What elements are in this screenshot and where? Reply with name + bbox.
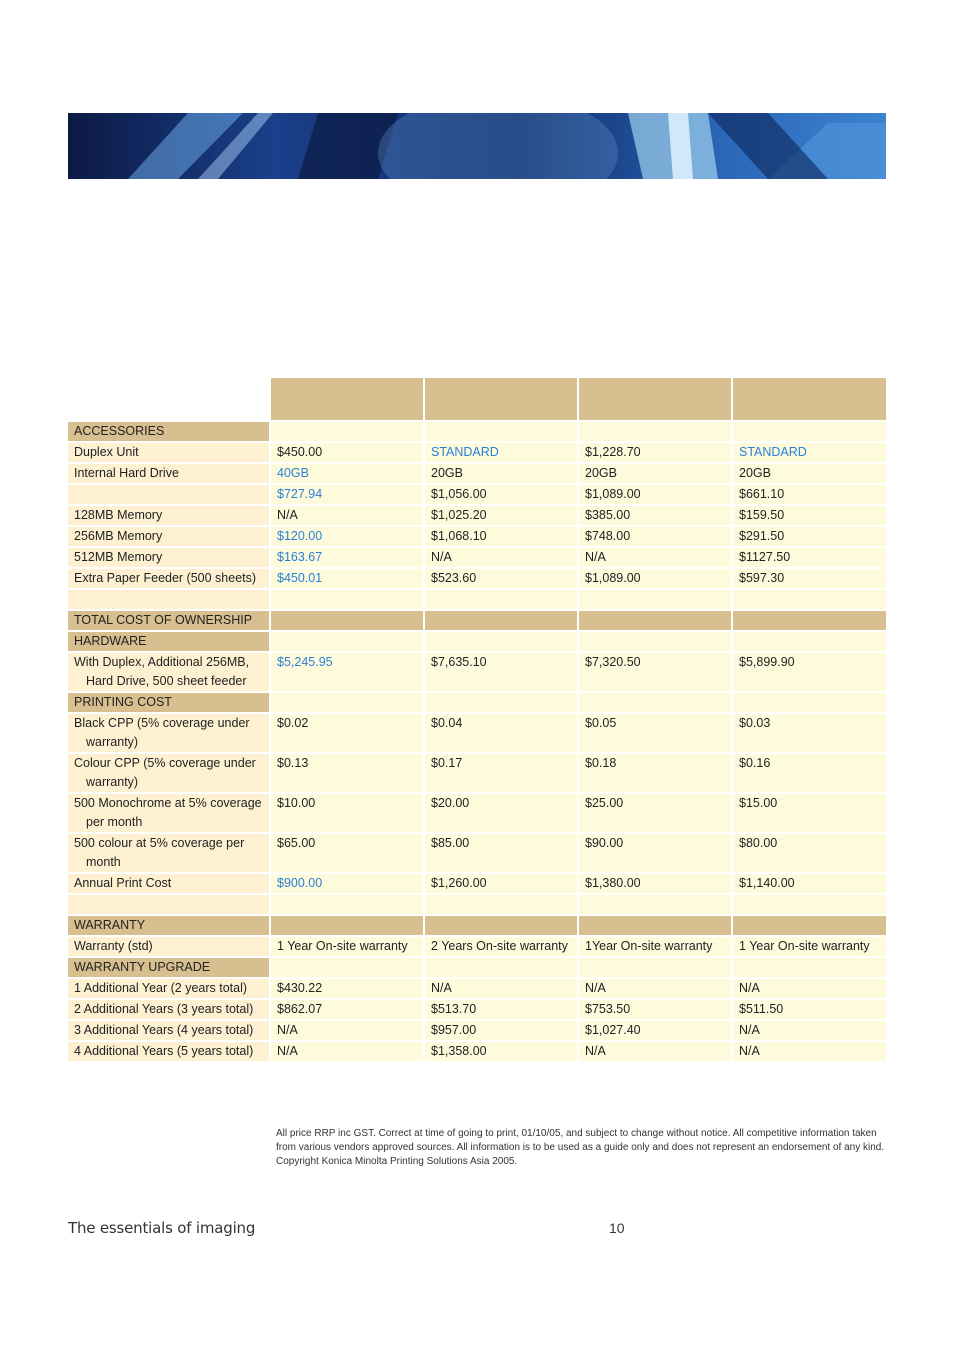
value-cell: $661.10 — [732, 484, 886, 505]
spacer-row — [68, 894, 886, 915]
value-cell: $1,358.00 — [424, 1041, 578, 1062]
table-row — [68, 753, 886, 793]
value-cell: $0.03 — [732, 713, 886, 753]
header-column-cell — [578, 378, 732, 421]
value-cell: $20.00 — [424, 793, 578, 833]
value-cell: $450.00 — [270, 442, 424, 463]
row-label-cell — [68, 978, 270, 999]
value-cell: N/A — [732, 1041, 886, 1062]
row-label-cell — [68, 793, 270, 833]
value-cell: $0.17 — [424, 753, 578, 793]
section-filler-cell — [424, 692, 578, 713]
section-filler-cell — [424, 957, 578, 978]
row-label: Duplex Unit — [74, 445, 139, 459]
row-label: Warranty (std) — [74, 939, 153, 953]
row-label: Extra Paper Feeder (500 sheets) — [74, 571, 257, 585]
value-cell: $163.67 — [270, 547, 424, 568]
row-label: Internal Hard Drive — [74, 466, 179, 480]
section-title: WARRANTY — [68, 915, 270, 936]
value-cell: $748.00 — [578, 526, 732, 547]
spacer-cell — [578, 589, 732, 610]
section-filler-cell — [732, 692, 886, 713]
value-cell: $65.00 — [270, 833, 424, 873]
value-cell: $0.18 — [578, 753, 732, 793]
price-comparison-table — [68, 378, 886, 1063]
table-row — [68, 833, 886, 873]
value-cell: $727.94 — [270, 484, 424, 505]
section-filler-cell — [578, 957, 732, 978]
value-cell: $291.50 — [732, 526, 886, 547]
value-cell: $450.01 — [270, 568, 424, 589]
section-filler-cell — [732, 610, 886, 631]
footer-tagline: The essentials of imaging — [68, 1219, 256, 1237]
value-cell: N/A — [270, 1041, 424, 1062]
value-cell: $80.00 — [732, 833, 886, 873]
row-label: 3 Additional Years (4 years total) — [74, 1023, 254, 1037]
section-header-row — [68, 915, 886, 936]
table-row — [68, 463, 886, 484]
value-cell: $511.50 — [732, 999, 886, 1020]
row-label: 500 colour at 5% coverage per month — [74, 836, 245, 869]
row-label-cell — [68, 505, 270, 526]
section-title: WARRANTY UPGRADE — [68, 957, 270, 978]
header-blank-cell — [68, 378, 270, 421]
section-filler-cell — [270, 610, 424, 631]
value-cell: N/A — [732, 978, 886, 999]
table-row — [68, 547, 886, 568]
spacer-row — [68, 589, 886, 610]
section-filler-cell — [270, 631, 424, 652]
header-banner-image — [68, 113, 886, 179]
table-row — [68, 568, 886, 589]
row-label-cell — [68, 568, 270, 589]
row-label: 128MB Memory — [74, 508, 163, 522]
value-cell: 40GB — [270, 463, 424, 484]
value-cell: $957.00 — [424, 1020, 578, 1041]
value-cell: $25.00 — [578, 793, 732, 833]
spacer-cell — [732, 894, 886, 915]
row-label-cell — [68, 753, 270, 793]
value-cell: $597.30 — [732, 568, 886, 589]
table-row — [68, 793, 886, 833]
spacer-cell — [68, 894, 270, 915]
table-row — [68, 999, 886, 1020]
value-cell: N/A — [424, 978, 578, 999]
value-cell: $1,056.00 — [424, 484, 578, 505]
row-label-cell — [68, 442, 270, 463]
page-number: 10 — [609, 1220, 625, 1236]
table-row — [68, 936, 886, 957]
value-cell: N/A — [578, 547, 732, 568]
value-cell: $5,899.90 — [732, 652, 886, 692]
value-cell: 20GB — [424, 463, 578, 484]
row-label: 2 Additional Years (3 years total) — [74, 1002, 254, 1016]
section-filler-cell — [270, 692, 424, 713]
spacer-cell — [270, 894, 424, 915]
section-filler-cell — [270, 915, 424, 936]
section-header-row — [68, 421, 886, 442]
header-column-cell — [732, 378, 886, 421]
section-header-row — [68, 610, 886, 631]
value-cell: $1127.50 — [732, 547, 886, 568]
value-cell: $10.00 — [270, 793, 424, 833]
section-header-row — [68, 692, 886, 713]
row-label-cell — [68, 936, 270, 957]
section-filler-cell — [424, 610, 578, 631]
section-filler-cell — [270, 957, 424, 978]
section-filler-cell — [578, 631, 732, 652]
header-column-cell — [270, 378, 424, 421]
table-row — [68, 505, 886, 526]
table-row — [68, 442, 886, 463]
table-row — [68, 873, 886, 894]
value-cell: 2 Years On-site warranty — [424, 936, 578, 957]
table-row — [68, 1020, 886, 1041]
value-cell: $15.00 — [732, 793, 886, 833]
value-cell: $7,320.50 — [578, 652, 732, 692]
table-row — [68, 484, 886, 505]
value-cell: $7,635.10 — [424, 652, 578, 692]
row-label-cell — [68, 484, 270, 505]
value-cell: $900.00 — [270, 873, 424, 894]
spacer-cell — [424, 894, 578, 915]
header-column-cell — [424, 378, 578, 421]
value-cell: $120.00 — [270, 526, 424, 547]
value-cell: $862.07 — [270, 999, 424, 1020]
value-cell: N/A — [578, 1041, 732, 1062]
footnote: All price RRP inc GST. Correct at time of going to print, 01/10/05, and subject to change without notice. All competitive information taken from various vendors approved sources. All information is to be used as a guide only and does not represent an endorsement of any kind. Copyright Konica Minolta Printing Solutions Asia 2005. — [276, 1128, 885, 1167]
row-label-cell — [68, 526, 270, 547]
value-cell: $1,025.20 — [424, 505, 578, 526]
row-label-cell — [68, 1020, 270, 1041]
value-cell: $159.50 — [732, 505, 886, 526]
value-cell: $513.70 — [424, 999, 578, 1020]
section-filler-cell — [578, 915, 732, 936]
spacer-cell — [424, 589, 578, 610]
value-cell: $0.13 — [270, 753, 424, 793]
spacer-cell — [578, 894, 732, 915]
value-cell: $385.00 — [578, 505, 732, 526]
section-filler-cell — [732, 421, 886, 442]
value-cell: N/A — [270, 1020, 424, 1041]
table-row — [68, 713, 886, 753]
value-cell: $1,089.00 — [578, 484, 732, 505]
table-row — [68, 978, 886, 999]
value-cell: $85.00 — [424, 833, 578, 873]
value-cell: $1,089.00 — [578, 568, 732, 589]
value-cell: $0.02 — [270, 713, 424, 753]
row-label-cell — [68, 1041, 270, 1062]
value-cell: $430.22 — [270, 978, 424, 999]
value-cell: 20GB — [732, 463, 886, 484]
section-header-row — [68, 631, 886, 652]
section-filler-cell — [424, 631, 578, 652]
row-label-cell — [68, 463, 270, 484]
spacer-cell — [68, 589, 270, 610]
section-filler-cell — [578, 610, 732, 631]
row-label-cell — [68, 873, 270, 894]
value-cell: 1 Year On-site warranty — [732, 936, 886, 957]
spacer-cell — [732, 589, 886, 610]
section-filler-cell — [732, 915, 886, 936]
row-label: 256MB Memory — [74, 529, 163, 543]
row-label: Annual Print Cost — [74, 876, 172, 890]
row-label-cell — [68, 999, 270, 1020]
value-cell: STANDARD — [424, 442, 578, 463]
row-label-cell — [68, 713, 270, 753]
value-cell: 1Year On-site warranty — [578, 936, 732, 957]
row-label: 4 Additional Years (5 years total) — [74, 1044, 254, 1058]
value-cell: $90.00 — [578, 833, 732, 873]
value-cell: N/A — [270, 505, 424, 526]
section-title: TOTAL COST OF OWNERSHIP — [68, 610, 270, 631]
section-filler-cell — [270, 421, 424, 442]
table-row — [68, 652, 886, 692]
section-filler-cell — [732, 957, 886, 978]
section-filler-cell — [424, 915, 578, 936]
value-cell: 1 Year On-site warranty — [270, 936, 424, 957]
section-filler-cell — [578, 692, 732, 713]
section-header-row — [68, 957, 886, 978]
value-cell: $753.50 — [578, 999, 732, 1020]
value-cell: N/A — [732, 1020, 886, 1041]
value-cell: $1,380.00 — [578, 873, 732, 894]
value-cell: 20GB — [578, 463, 732, 484]
value-cell: $523.60 — [424, 568, 578, 589]
section-title: HARDWARE — [68, 631, 270, 652]
value-cell: $1,260.00 — [424, 873, 578, 894]
row-label: With Duplex, Additional 256MB, Hard Drive, 500 sheet feeder — [74, 655, 250, 688]
table-header-row — [68, 378, 886, 421]
value-cell: $0.05 — [578, 713, 732, 753]
section-title: PRINTING COST — [68, 692, 270, 713]
spacer-cell — [270, 589, 424, 610]
value-cell: $0.16 — [732, 753, 886, 793]
table-row — [68, 1041, 886, 1062]
value-cell: $1,228.70 — [578, 442, 732, 463]
row-label: 1 Additional Year (2 years total) — [74, 981, 248, 995]
row-label-cell — [68, 547, 270, 568]
value-cell: $1,140.00 — [732, 873, 886, 894]
value-cell: $1,068.10 — [424, 526, 578, 547]
table-row — [68, 526, 886, 547]
value-cell: $1,027.40 — [578, 1020, 732, 1041]
row-label-cell — [68, 652, 270, 692]
section-title: ACCESSORIES — [68, 421, 270, 442]
value-cell: $5,245.95 — [270, 652, 424, 692]
section-filler-cell — [424, 421, 578, 442]
row-label: Black CPP (5% coverage under warranty) — [74, 716, 250, 749]
section-filler-cell — [732, 631, 886, 652]
row-label: 500 Monochrome at 5% coverage per month — [74, 796, 262, 829]
value-cell: N/A — [578, 978, 732, 999]
value-cell: $0.04 — [424, 713, 578, 753]
row-label-cell — [68, 833, 270, 873]
value-cell: N/A — [424, 547, 578, 568]
value-cell: STANDARD — [732, 442, 886, 463]
section-filler-cell — [578, 421, 732, 442]
row-label: 512MB Memory — [74, 550, 163, 564]
row-label: Colour CPP (5% coverage under warranty) — [74, 756, 256, 789]
